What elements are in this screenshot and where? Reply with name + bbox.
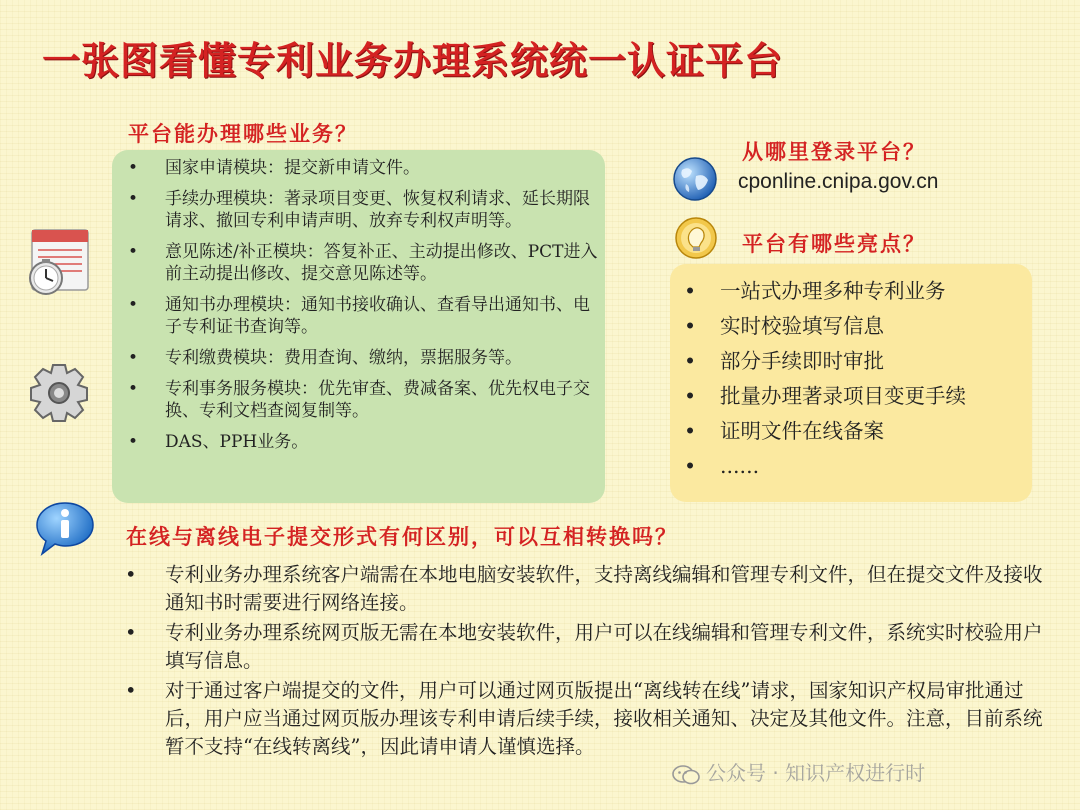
list-item: • 意见陈述/补正模块：答复补正、主动提出修改、PCT进入前主动提出修改、提交意见陈述等。	[128, 242, 598, 284]
list-item: • 实时校验填写信息	[684, 314, 884, 338]
highlights-list	[684, 278, 1024, 488]
list-item: • 专利业务办理系统客户端需在本地电脑安装软件，支持离线编辑和管理专利文件，但在提交文件及接收通知书时需要进行网络连接。	[125, 563, 1043, 614]
login-url[interactable]: cponline.cnipa.gov.cn	[738, 170, 939, 193]
list-item: • 部分手续即时审批	[684, 349, 884, 373]
wechat-icon	[672, 765, 700, 785]
list-item: • 通知书办理模块：通知书接收确认、查看导出通知书、电子专利证书查询等。	[128, 295, 590, 337]
lightbulb-icon	[674, 216, 718, 260]
business-heading: 平台能办理哪些业务？	[128, 122, 358, 146]
list-item: • 手续办理模块：著录项目变更、恢复权利请求、延长期限请求、撤回专利申请声明、放弃专利权声明等。	[128, 189, 590, 231]
list-item: • 专利缴费模块：费用查询、缴纳，票据服务等。	[128, 348, 522, 368]
difference-list	[125, 561, 1060, 763]
list-item: • 国家申请模块：提交新申请文件。	[128, 158, 420, 178]
list-item: • 对于通过客户端提交的文件，用户可以通过网页版提出“离线转在线”请求，国家知识产权局审批通过后，用户应当通过网页版办理该专利申请后续手续，接收相关通知、决定及其他文件。注意，目前系统暂不支持“在线转离线”，因此请申请人谨慎选择。	[125, 679, 1043, 758]
list-item: • 批量办理著录项目变更手续	[684, 384, 966, 408]
business-list	[128, 157, 598, 462]
list-item: • 专利业务办理系统网页版无需在本地安装软件，用户可以在线编辑和管理专利文件，系统实时校验用户填写信息。	[125, 621, 1043, 672]
login-heading: 从哪里登录平台？	[742, 140, 926, 164]
list-item: • ......	[684, 454, 760, 478]
info-icon	[34, 500, 96, 558]
watermark: 公众号 · 知识产权进行时	[672, 757, 925, 786]
list-item: • 证明文件在线备案	[684, 419, 884, 443]
gear-icon	[26, 362, 92, 424]
page-title: 一张图看懂专利业务办理系统统一认证平台	[42, 39, 784, 83]
calendar-clock-icon	[24, 226, 92, 298]
list-item: • 一站式办理多种专利业务	[684, 279, 946, 303]
list-item: • 专利事务服务模块：优先审查、费减备案、优先权电子交换、专利文档查阅复制等。	[128, 379, 590, 421]
difference-heading: 在线与离线电子提交形式有何区别，可以互相转换吗？	[126, 525, 678, 549]
globe-icon	[672, 156, 718, 202]
list-item: • DAS、PPH业务。	[128, 432, 309, 452]
highlights-heading: 平台有哪些亮点？	[742, 232, 926, 256]
